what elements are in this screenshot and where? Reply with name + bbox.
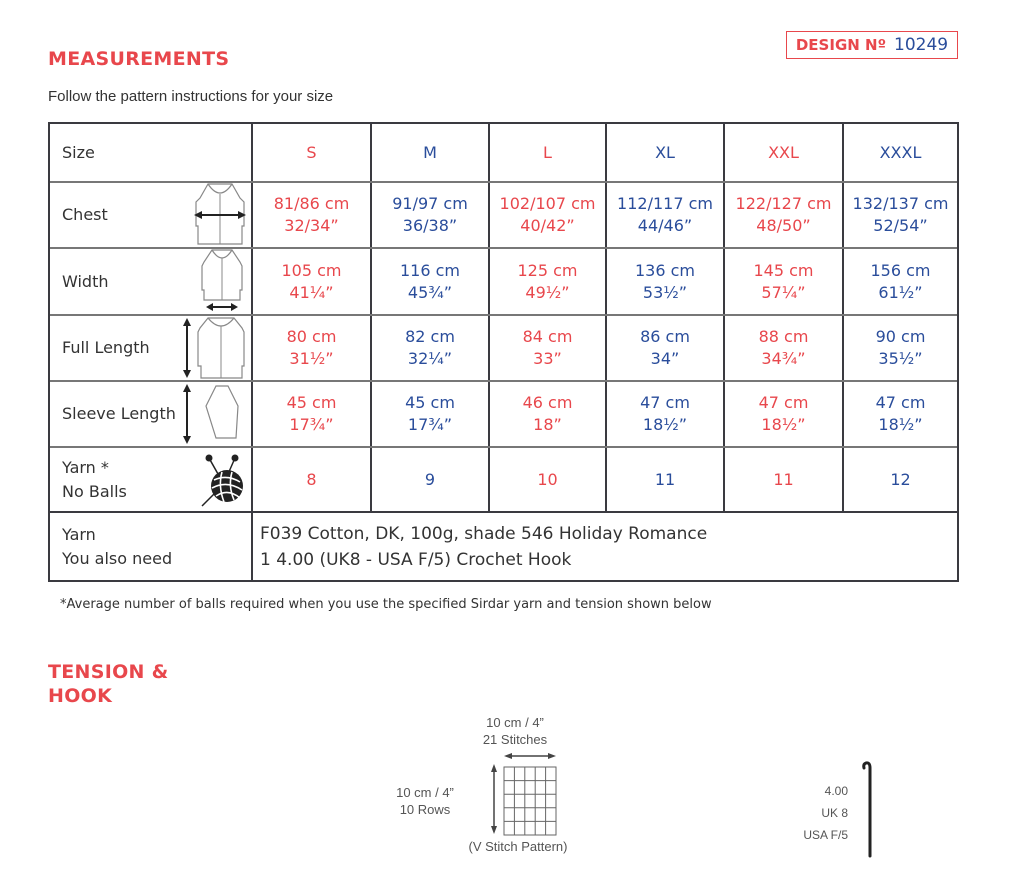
row-label-yarn-balls	[62, 448, 127, 511]
yarn-type-value: F039 Cotton, DK, 100g, shade 546 Holiday Romance	[260, 523, 708, 544]
balls-count-cell: 10	[537, 469, 558, 489]
imperial-value: 18½”	[642, 415, 688, 434]
footnote: *Average number of balls required when you use the specified Sirdar yarn and tension shown below	[60, 597, 712, 612]
balls-count-cell: 12	[890, 469, 911, 489]
imperial-value: 52/54”	[873, 216, 928, 235]
row-label-full-length: Full Length	[62, 338, 150, 357]
tension-square-diagram	[468, 752, 558, 838]
metric-value: 132/137 cm	[852, 194, 949, 213]
hook-usa: USA F/5	[803, 828, 848, 842]
table-cell	[490, 382, 605, 446]
imperial-value: 34¾”	[761, 349, 806, 368]
tension-height-labels	[380, 784, 470, 818]
table-cell	[490, 316, 605, 380]
metric-value: 91/97 cm	[392, 194, 468, 213]
hook-labels	[780, 780, 848, 846]
imperial-value: 32/34”	[284, 216, 339, 235]
metric-value: 47 cm	[875, 393, 926, 412]
design-number: 10249	[894, 35, 949, 55]
tension-width-labels	[440, 714, 590, 748]
size-header-xxl: XXL	[768, 142, 799, 162]
balls-count-cell: 9	[424, 469, 436, 489]
imperial-value: 18”	[533, 415, 562, 434]
tension-hook-heading	[48, 660, 169, 708]
imperial-value: 36/38”	[402, 216, 458, 235]
also-need-label: You also need	[62, 548, 173, 568]
imperial-value: 44/46”	[637, 216, 693, 235]
size-header-s: S	[306, 142, 317, 162]
imperial-value: 41¼”	[289, 282, 334, 302]
hook-uk: UK 8	[821, 806, 848, 820]
design-label: DESIGN Nº	[795, 36, 887, 54]
metric-value: 125 cm	[517, 260, 578, 280]
tension-rows: 10 Rows	[399, 802, 451, 817]
imperial-value: 45¾”	[407, 282, 453, 302]
tension-stitches: 21 Stitches	[482, 732, 548, 747]
imperial-value: 18½”	[761, 415, 806, 434]
table-cell	[725, 382, 842, 446]
yarn-label-line2: No Balls	[62, 481, 127, 501]
table-cell	[844, 382, 957, 446]
metric-value: 156 cm	[870, 260, 931, 280]
cardigan-length-icon	[180, 316, 248, 380]
table-cell	[253, 316, 370, 380]
yarn-ball-icon	[200, 454, 246, 508]
table-cell	[607, 382, 723, 446]
metric-value: 82 cm	[405, 327, 455, 346]
metric-value: 105 cm	[281, 260, 342, 280]
row-label-chest: Chest	[62, 205, 108, 224]
metric-value: 45 cm	[286, 393, 337, 412]
metric-value: 47 cm	[640, 393, 690, 412]
metric-value: 45 cm	[405, 393, 455, 412]
table-cell	[844, 183, 957, 247]
sleeve-length-icon	[180, 382, 244, 446]
imperial-value: 35½”	[878, 349, 923, 368]
hook-size: 4.00	[824, 784, 848, 798]
metric-value: 90 cm	[875, 327, 926, 346]
imperial-value: 49½”	[525, 282, 570, 302]
table-cell	[725, 316, 842, 380]
cardigan-width-icon	[198, 248, 246, 312]
size-header-xl: XL	[655, 142, 675, 162]
imperial-value: 31½”	[289, 349, 334, 368]
measurements-table	[48, 122, 959, 582]
metric-value: 47 cm	[758, 393, 809, 412]
imperial-value: 17¾”	[407, 415, 453, 434]
metric-value: 136 cm	[634, 260, 695, 280]
tension-title-line2: HOOK	[48, 685, 113, 707]
imperial-value: 34”	[650, 349, 680, 368]
size-header-m: M	[423, 142, 437, 162]
imperial-value: 17¾”	[289, 415, 334, 434]
imperial-value: 48/50”	[756, 216, 811, 235]
metric-value: 46 cm	[522, 393, 573, 412]
design-number-box	[786, 31, 958, 59]
tension-title-line1: TENSION &	[48, 661, 169, 683]
table-cell	[844, 316, 957, 380]
metric-value: 81/86 cm	[273, 194, 350, 213]
table-cell	[725, 249, 842, 314]
metric-value: 80 cm	[286, 327, 337, 346]
tension-pattern: (V Stitch Pattern)	[468, 839, 568, 854]
extra-values	[260, 513, 707, 580]
extra-labels	[62, 513, 172, 580]
also-need-value: 1 4.00 (UK8 - USA F/5) Crochet Hook	[260, 549, 572, 570]
metric-value: 86 cm	[640, 327, 690, 346]
size-label: Size	[62, 142, 95, 162]
table-cell	[844, 249, 957, 314]
imperial-value: 57¼”	[761, 282, 806, 302]
table-cell	[372, 183, 488, 247]
table-cell	[253, 183, 370, 247]
table-cell	[725, 183, 842, 247]
measurements-heading: MEASUREMENTS	[48, 48, 230, 70]
row-label-sleeve-length: Sleeve Length	[62, 404, 176, 423]
metric-value: 145 cm	[753, 260, 814, 280]
imperial-value: 33”	[533, 349, 562, 368]
imperial-value: 32¼”	[407, 349, 453, 368]
subtitle: Follow the pattern instructions for your size	[48, 88, 334, 105]
size-header-l: L	[543, 142, 552, 162]
imperial-value: 18½”	[878, 415, 923, 434]
table-cell	[372, 249, 488, 314]
imperial-value: 61½”	[878, 282, 923, 302]
tension-height-measure: 10 cm / 4”	[396, 785, 454, 800]
metric-value: 84 cm	[522, 327, 573, 346]
table-cell	[253, 249, 370, 314]
metric-value: 88 cm	[758, 327, 809, 346]
size-header-xxxl: XXXL	[879, 142, 922, 162]
imperial-value: 53½”	[642, 282, 688, 302]
table-cell	[607, 316, 723, 380]
balls-count-cell: 11	[773, 469, 794, 489]
tension-width-measure: 10 cm / 4”	[486, 715, 544, 730]
table-cell	[253, 382, 370, 446]
metric-value: 102/107 cm	[499, 194, 596, 213]
table-cell	[372, 316, 488, 380]
balls-count-cell: 8	[306, 469, 317, 489]
table-cell	[490, 183, 605, 247]
metric-value: 112/117 cm	[617, 194, 713, 213]
balls-count-cell: 11	[654, 469, 676, 489]
table-cell	[607, 249, 723, 314]
table-cell	[607, 183, 723, 247]
table-cell	[490, 249, 605, 314]
table-cell	[372, 382, 488, 446]
cardigan-chest-icon	[190, 182, 250, 246]
crochet-hook-icon	[860, 760, 880, 858]
row-label-width: Width	[62, 271, 109, 291]
yarn-label-line1: Yarn *	[62, 457, 109, 477]
imperial-value: 40/42”	[520, 216, 575, 235]
yarn-type-label: Yarn	[62, 524, 96, 544]
metric-value: 116 cm	[399, 260, 460, 280]
metric-value: 122/127 cm	[735, 194, 832, 213]
